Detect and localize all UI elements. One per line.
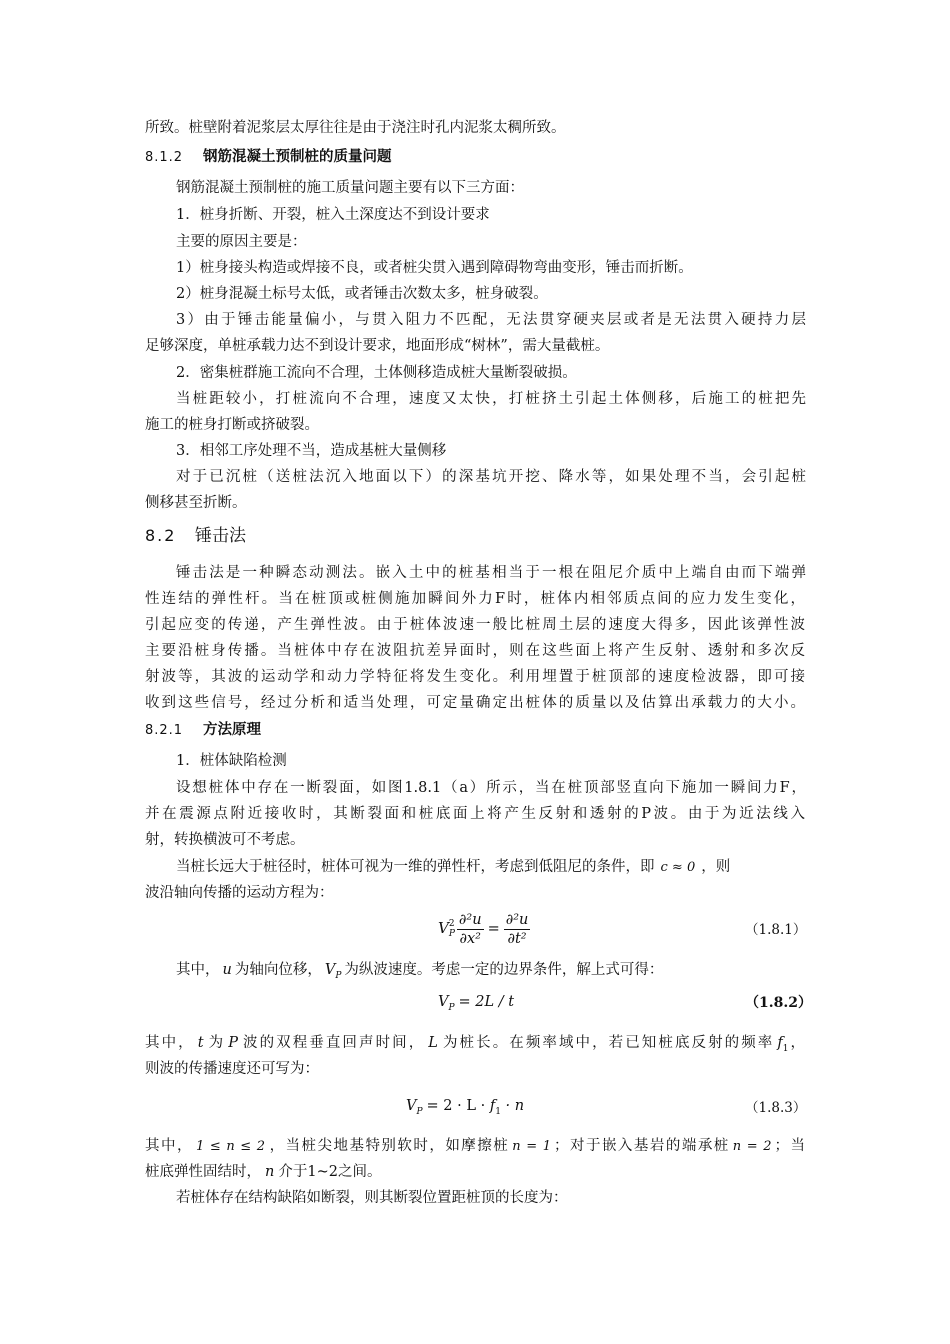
text-line: 2）桩身混凝土标号太低，或者锤击次数太多，桩身破裂。 bbox=[176, 286, 548, 302]
text-line: 射，转换横波可不考虑。 bbox=[145, 832, 305, 848]
section-title: 钢筋混凝土预制桩的质量问题 bbox=[203, 148, 392, 165]
text-line: 3）由于锤击能量偏小，与贯入阻力不匹配，无法贯穿硬夹层或者是无法贯入硬持力层 bbox=[176, 312, 806, 328]
eq-superscript: 2 bbox=[448, 919, 455, 929]
eq-denominator: ∂x² bbox=[459, 930, 481, 947]
text-line: 1）桩身接头构造或焊接不良，或者桩尖贯入遇到障碍物弯曲变形，锤击而折断。 bbox=[176, 260, 693, 276]
section-title: 方法原理 bbox=[203, 721, 261, 738]
eq-numerator: ∂²u bbox=[505, 911, 529, 928]
text-fragment: ；对于嵌入基岩的端承桩 bbox=[554, 1138, 730, 1154]
section-heading-8-2-1 bbox=[145, 720, 261, 741]
text-line: 射波等，其波的运动学和动力学特征将发生变化。利用埋置于桩顶部的速度检波器，即可接 bbox=[145, 669, 805, 685]
inline-math: n = 2 bbox=[732, 1139, 772, 1154]
inline-math: V bbox=[324, 962, 336, 978]
eq-rhs: · n bbox=[500, 1098, 525, 1114]
eq-symbol: f bbox=[489, 1098, 496, 1114]
inline-math: 1 ≤ n ≤ 2 bbox=[195, 1139, 266, 1154]
eq-subscript: P bbox=[448, 929, 455, 939]
equation-1-8-1 bbox=[438, 908, 530, 949]
text-fragment: 波的双程垂直回声时间， bbox=[240, 1035, 426, 1051]
inline-math: n = 1 bbox=[512, 1139, 552, 1154]
text-fragment: 为 bbox=[206, 1035, 226, 1051]
text-fragment: 其中， bbox=[145, 1035, 195, 1051]
inline-math: c ≈ 0 bbox=[660, 860, 696, 875]
eq-numerator: ∂²u bbox=[458, 911, 482, 928]
text-fragment: ， bbox=[788, 1035, 806, 1051]
inline-math: L bbox=[428, 1035, 438, 1051]
equation-1-8-3 bbox=[406, 1096, 524, 1122]
inline-math: t bbox=[197, 1035, 204, 1051]
eq-equals: = bbox=[487, 921, 500, 937]
eq-symbol: V bbox=[406, 1098, 417, 1114]
eq-fraction bbox=[504, 911, 531, 948]
text-line: 引起应变的传递，产生弹性波。由于桩体波速一般比桩周土层的速度大得多，因此该弹性波 bbox=[145, 617, 805, 633]
inline-math-subscript: P bbox=[335, 970, 342, 981]
section-number: 8.2 bbox=[145, 526, 177, 545]
section-number: 8.1.2 bbox=[145, 150, 184, 165]
text-line bbox=[176, 960, 663, 986]
equation-number: （1.8.3） bbox=[745, 1100, 807, 1116]
text-fragment: ；当 bbox=[774, 1138, 806, 1154]
text-line: 1．桩体缺陷检测 bbox=[176, 753, 287, 769]
text-line: 所致。桩壁附着泥浆层太厚往往是由于浇注时孔内泥浆太稠所致。 bbox=[145, 120, 566, 136]
text-fragment: 为桩长。在频率域中，若已知桩底反射的频率 bbox=[440, 1035, 775, 1051]
text-line: 波沿轴向传播的运动方程为： bbox=[145, 885, 334, 901]
eq-denominator: ∂t² bbox=[507, 930, 527, 947]
text-fragment: ，则 bbox=[701, 859, 731, 875]
text-line: 当桩距较小，打桩流向不合理，速度又太快，打桩挤土引起土体侧移，后施工的桩把先 bbox=[176, 391, 806, 407]
text-line: 2．密集桩群施工流向不合理，土体侧移造成桩大量断裂破损。 bbox=[176, 365, 577, 381]
text-line: 收到这些信号，经过分析和适当处理，可定量确定出桩体的质量以及估算出承载力的大小。 bbox=[145, 695, 805, 711]
eq-symbol: V bbox=[438, 919, 449, 937]
text-line: 性连结的弹性杆。当在桩顶或桩侧施加瞬间外力F时，桩体内相邻质点间的应力发生变化， bbox=[145, 591, 805, 607]
text-line: 若桩体存在结构缺陷如断裂，则其断裂位置距桩顶的长度为： bbox=[176, 1190, 568, 1206]
inline-math: P bbox=[228, 1035, 238, 1051]
text-line: 钢筋混凝土预制桩的施工质量问题主要有以下三方面： bbox=[176, 180, 524, 196]
text-fragment: 当桩长远大于桩径时，桩体可视为一维的弹性杆，考虑到低阻尼的条件，即 bbox=[176, 859, 655, 875]
text-line: 侧移甚至折断。 bbox=[145, 495, 247, 511]
eq-subscript: 1 bbox=[495, 1106, 501, 1117]
text-line: 3．相邻工序处理不当，造成基桩大量侧移 bbox=[176, 443, 447, 459]
text-line bbox=[145, 1162, 381, 1182]
eq-rhs: = 2L / t bbox=[458, 994, 515, 1010]
text-line: 锤击法是一种瞬态动测法。嵌入土中的桩基相当于一根在阻尼介质中上端自由而下端弹 bbox=[176, 565, 806, 581]
eq-symbol: V bbox=[438, 994, 449, 1010]
text-line: 主要的原因主要是： bbox=[176, 234, 307, 250]
eq-subscript: P bbox=[448, 1002, 455, 1013]
equation-1-8-2 bbox=[438, 992, 514, 1018]
text-line: 主要沿桩身传播。当桩体中存在波阻抗差异面时，则在这些面上将产生反射、透射和多次反 bbox=[145, 643, 805, 659]
section-heading-8-2 bbox=[145, 526, 246, 546]
section-title: 锤击法 bbox=[195, 526, 246, 546]
text-line bbox=[145, 1033, 805, 1059]
equation-number: （1.8.2） bbox=[745, 995, 812, 1011]
section-number: 8.2.1 bbox=[145, 723, 184, 738]
equation-number: （1.8.1） bbox=[745, 922, 807, 938]
section-heading-8-1-2 bbox=[145, 147, 392, 168]
text-fragment: ，当桩尖地基特别软时，如摩擦桩 bbox=[268, 1138, 510, 1154]
inline-math-subscript: 1 bbox=[782, 1043, 789, 1054]
text-line: 施工的桩身打断或挤破裂。 bbox=[145, 417, 319, 433]
inline-math: f bbox=[777, 1035, 783, 1051]
inline-math: u bbox=[222, 962, 232, 978]
text-line: 足够深度，单桩承载力达不到设计要求，地面形成“树林”，需大量截桩。 bbox=[145, 338, 610, 354]
text-fragment: 介于1~2之间。 bbox=[278, 1164, 382, 1180]
text-line: 1．桩身折断、开裂，桩入土深度达不到设计要求 bbox=[176, 207, 490, 223]
text-fragment: 其中， bbox=[145, 1138, 193, 1154]
text-line: 则波的传播速度还可写为： bbox=[145, 1061, 319, 1077]
text-fragment: 为纵波速度。考虑一定的边界条件，解上式可得： bbox=[344, 962, 664, 978]
eq-rhs: = 2 · L · bbox=[426, 1098, 490, 1114]
text-line: 并在震源点附近接收时，其断裂面和桩底面上将产生反射和透射的P波。由于为近法线入 bbox=[145, 806, 805, 822]
eq-fraction bbox=[457, 911, 484, 948]
text-fragment: 其中， bbox=[176, 962, 220, 978]
text-line bbox=[176, 857, 730, 878]
text-fragment: 桩底弹性固结时， bbox=[145, 1164, 261, 1180]
text-fragment: 为轴向位移， bbox=[234, 962, 322, 978]
text-line bbox=[145, 1136, 805, 1157]
eq-subscript: P bbox=[416, 1106, 423, 1117]
inline-math: n bbox=[265, 1164, 275, 1180]
text-line: 设想桩体中存在一断裂面，如图1.8.1（a）所示，当在桩顶部竖直向下施加一瞬间力F， bbox=[176, 780, 806, 796]
text-line: 对于已沉桩（送桩法沉入地面以下）的深基坑开挖、降水等，如果处理不当，会引起桩 bbox=[176, 469, 806, 485]
